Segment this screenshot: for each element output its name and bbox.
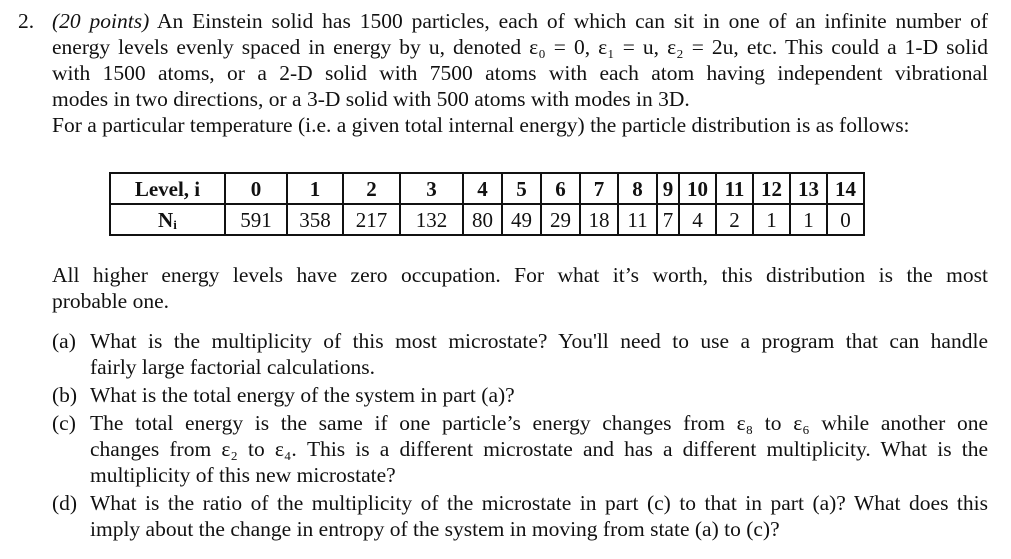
count-header: Nᵢ	[110, 204, 225, 235]
level-header: Level, i	[110, 173, 225, 204]
after-line-1: All higher energy levels have zero occupation. For what it’s worth, this distribution is the most	[52, 263, 988, 287]
after-line-2: probable one.	[52, 289, 170, 313]
table-cell: 217	[343, 204, 400, 235]
part-line: fairly large factorial calculations.	[90, 355, 375, 379]
table-cell: 12	[753, 173, 790, 204]
table-cell: 9	[657, 173, 679, 204]
table-row-counts	[110, 204, 864, 235]
table-cell: 1	[790, 204, 827, 235]
table-cell: 0	[225, 173, 287, 204]
table-cell: 132	[400, 204, 463, 235]
problem-number: 2.	[18, 9, 35, 33]
intro-line-4: modes in two directions, or a 3-D solid with 500 atoms with modes in 3D.	[52, 87, 690, 111]
part-label: (b)	[52, 383, 78, 407]
table-cell: 2	[716, 204, 753, 235]
table-cell: 18	[580, 204, 618, 235]
table-cell: 29	[541, 204, 580, 235]
part-label: (d)	[52, 491, 78, 515]
part-label: (a)	[52, 329, 76, 353]
table-cell: 4	[679, 204, 716, 235]
distribution-table	[109, 172, 865, 236]
part-line: changes from ε₂ to ε₄. This is a different microstate and has a different multiplicity. What is the	[90, 437, 988, 461]
table-cell: 358	[287, 204, 343, 235]
table-cell: 4	[463, 173, 502, 204]
points-label: (20 points)	[52, 9, 150, 33]
part-line: multiplicity of this new microstate?	[90, 463, 396, 487]
table-cell: 13	[790, 173, 827, 204]
part-b	[52, 382, 988, 408]
part-line: imply about the change in entropy of the system in moving from state (a) to (c)?	[90, 517, 780, 541]
sub-questions	[52, 328, 988, 544]
table-cell: 5	[502, 173, 541, 204]
table-cell: 11	[618, 204, 657, 235]
table-cell: 2	[343, 173, 400, 204]
part-line: What is the total energy of the system in part (a)?	[90, 383, 515, 407]
table-cell: 591	[225, 204, 287, 235]
intro-line-2: energy levels evenly spaced in energy by u, denoted ε₀ = 0, ε₁ = u, ε₂ = 2u, etc. This could a 1-D solid	[52, 35, 988, 59]
table-cell: 1	[753, 204, 790, 235]
table-cell: 1	[287, 173, 343, 204]
table-cell: 6	[541, 173, 580, 204]
part-line: What is the multiplicity of this most microstate? You'll need to use a program that can handle	[90, 329, 988, 353]
table-cell: 80	[463, 204, 502, 235]
table-cell: 3	[400, 173, 463, 204]
part-line: What is the ratio of the multiplicity of the microstate in part (c) to that in part (a)? What does this	[90, 491, 988, 515]
table-cell: 11	[716, 173, 753, 204]
part-c	[52, 410, 988, 488]
table-cell: 7	[580, 173, 618, 204]
after-table-text	[52, 262, 988, 314]
table-cell: 10	[679, 173, 716, 204]
intro-line-3: with 1500 atoms, or a 2-D solid with 7500 atoms with each atom having independent vibrational	[52, 61, 988, 85]
problem-2	[18, 8, 988, 138]
part-label: (c)	[52, 411, 76, 435]
table-row-levels	[110, 173, 864, 204]
intro-line-1: An Einstein solid has 1500 particles, each of which can sit in one of an infinite number of	[156, 9, 988, 33]
table-cell: 14	[827, 173, 864, 204]
part-a	[52, 328, 988, 380]
table-cell: 49	[502, 204, 541, 235]
table-cell: 8	[618, 173, 657, 204]
table-cell: 0	[827, 204, 864, 235]
table-cell: 7	[657, 204, 679, 235]
intro-line-5: For a particular temperature (i.e. a given total internal energy) the particle distribution is as follows:	[52, 113, 910, 137]
part-line: The total energy is the same if one particle’s energy changes from ε₈ to ε₆ while another one	[90, 411, 988, 435]
problem-intro	[52, 8, 988, 138]
part-d	[52, 490, 988, 542]
